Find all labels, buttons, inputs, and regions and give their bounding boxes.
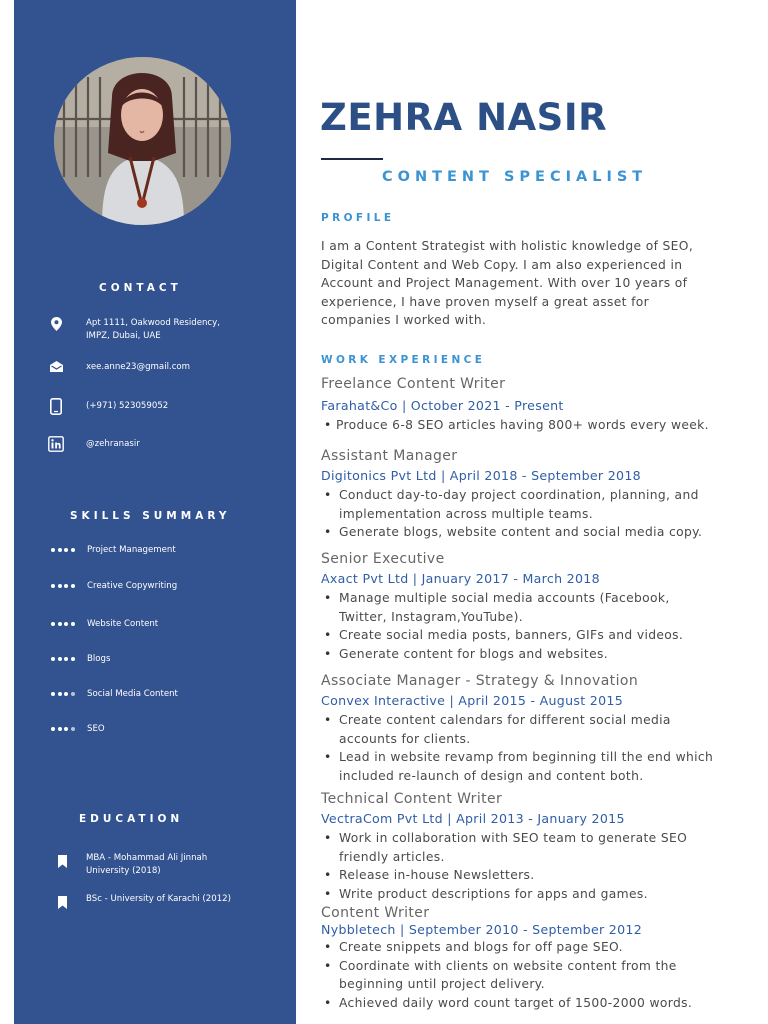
name-divider — [321, 158, 383, 160]
skill-level-dots — [51, 657, 87, 661]
job-bullets — [321, 711, 741, 785]
job-company: VectraCom Pvt Ltd | April 2013 - January 2015 — [321, 811, 625, 826]
skill-item — [51, 654, 110, 664]
person-role: CONTENT SPECIALIST — [382, 169, 648, 185]
skill-level-dots — [51, 692, 87, 696]
job-bullet: • Create snippets and blogs for off page SEO. — [321, 938, 714, 957]
contact-heading: CONTACT — [99, 282, 182, 294]
job-bullets — [321, 589, 741, 663]
skill-level-dots — [51, 622, 87, 626]
education-heading: EDUCATION — [79, 813, 184, 825]
job-bullet: • Conduct day-to-day project coordination, planning, and implementation across multiple teams. — [321, 486, 714, 523]
profile-text: I am a Content Strategist with holistic knowledge of SEO, Digital Content and Web Copy. I am also experienced in Account and Project Management. With over 10 years of experience, I have proven myself a great asset for companies I worked with. — [321, 239, 694, 328]
job-bullet: • Manage multiple social media accounts (Facebook, Twitter, Instagram,YouTube). — [321, 589, 714, 626]
contact-address-text: Apt 1111, Oakwood Residency, IMPZ, Dubai, UAE — [86, 318, 220, 341]
job-bullets — [321, 938, 741, 1012]
education-text: MBA - Mohammad Ali Jinnah University (2018) — [86, 853, 208, 876]
job-bullet: • Create social media posts, banners, GIFs and videos. — [321, 626, 714, 645]
education-text: BSc - University of Karachi (2012) — [86, 894, 232, 904]
bookmark-icon — [58, 852, 70, 872]
phone-icon — [48, 398, 64, 414]
education-item — [58, 893, 236, 913]
profile-heading: PROFILE — [321, 212, 395, 224]
contact-address — [48, 317, 246, 343]
person-name: ZEHRA NASIR — [320, 96, 608, 139]
work-experience-heading: WORK EXPERIENCE — [321, 354, 486, 366]
skills-heading: SKILLS SUMMARY — [70, 510, 231, 522]
skill-item — [51, 545, 176, 555]
job-entry — [321, 446, 741, 542]
skill-item — [51, 619, 158, 629]
skill-item — [51, 724, 105, 734]
contact-linkedin[interactable] — [48, 436, 246, 452]
job-bullets — [321, 486, 741, 542]
job-bullet: • Lead in website revamp from beginning till the end which included re-launch of design and content both. — [321, 748, 714, 785]
skill-label: Website Content — [87, 619, 159, 629]
job-title: Assistant Manager — [321, 448, 458, 464]
job-entry — [321, 549, 741, 663]
job-entry — [321, 789, 741, 903]
skill-label: Blogs — [87, 654, 111, 664]
job-bullet: • Create content calendars for different social media accounts for clients. — [321, 711, 714, 748]
job-bullet: • Coordinate with clients on website content from the beginning until project delivery. — [321, 957, 714, 994]
job-company: Farahat&Co | October 2021 - Present — [321, 398, 564, 413]
job-company: Digitonics Pvt Ltd | April 2018 - September 2018 — [321, 468, 641, 483]
job-title: Senior Executive — [321, 551, 445, 567]
job-title: Technical Content Writer — [321, 791, 503, 807]
education-item — [58, 852, 236, 878]
job-bullet: • Write product descriptions for apps and games. — [321, 885, 714, 904]
job-company: Axact Pvt Ltd | January 2017 - March 2018 — [321, 571, 600, 586]
linkedin-icon — [48, 436, 64, 452]
envelope-icon — [48, 361, 64, 377]
job-bullet: • Achieved daily word count target of 1500-2000 words. — [321, 994, 714, 1013]
job-bullet: • Work in collaboration with SEO team to generate SEO friendly articles. — [321, 829, 714, 866]
job-title: Associate Manager - Strategy & Innovation — [321, 673, 639, 689]
job-bullet: • Produce 6-8 SEO articles having 800+ words every week. — [321, 416, 711, 435]
sidebar — [14, 0, 296, 1024]
job-bullet: • Generate content for blogs and websites. — [321, 645, 714, 664]
contact-phone[interactable] — [48, 398, 246, 414]
job-entry — [321, 374, 741, 435]
profile-photo-image — [54, 57, 231, 225]
skill-item — [51, 581, 177, 591]
job-bullets — [321, 829, 741, 903]
job-company: Nybbletech | September 2010 - September 2012 — [321, 922, 643, 937]
job-entry — [321, 671, 741, 785]
location-pin-icon — [48, 317, 64, 333]
contact-email-text[interactable]: xee.anne23@gmail.com — [86, 362, 191, 372]
skill-label: Social Media Content — [87, 689, 178, 699]
job-title: Content Writer — [321, 905, 430, 921]
contact-linkedin-text[interactable]: @zehranasir — [86, 439, 140, 449]
skill-level-dots — [51, 548, 87, 552]
job-entry — [321, 904, 741, 1012]
contact-email[interactable] — [48, 361, 246, 377]
job-bullets — [321, 416, 741, 435]
job-bullet: • Release in-house Newsletters. — [321, 866, 714, 885]
skill-label: Project Management — [87, 545, 176, 555]
job-title: Freelance Content Writer — [321, 376, 506, 392]
skill-level-dots — [51, 584, 87, 588]
skill-label: SEO — [87, 724, 105, 734]
profile-photo — [54, 57, 231, 225]
skill-label: Creative Copywriting — [87, 581, 178, 591]
job-bullet: • Generate blogs, website content and social media copy. — [321, 523, 714, 542]
contact-phone-text[interactable]: (+971) 523059052 — [86, 401, 169, 411]
job-company: Convex Interactive | April 2015 - August 2015 — [321, 693, 624, 708]
bookmark-icon — [58, 893, 70, 913]
skill-item — [51, 689, 178, 699]
skill-level-dots — [51, 727, 87, 731]
